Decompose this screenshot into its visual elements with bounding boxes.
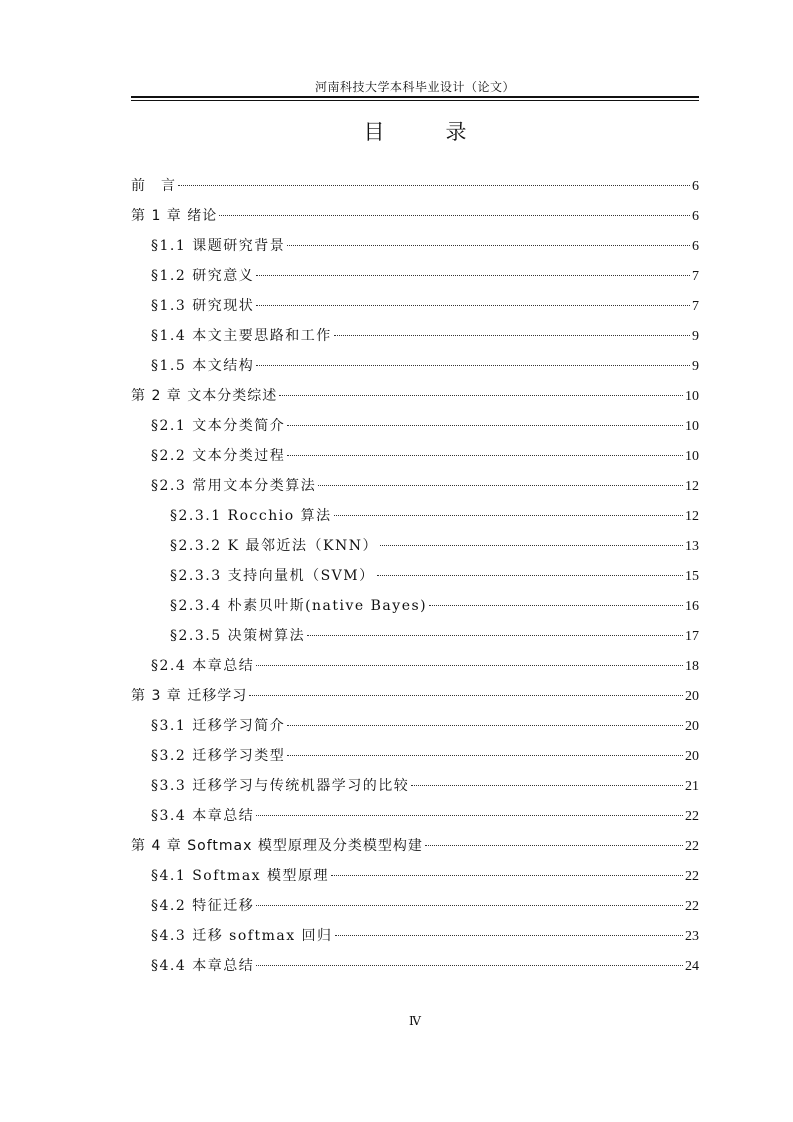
toc-entry-page: 12: [685, 479, 699, 494]
toc-entry[interactable]: [131, 624, 699, 654]
toc-entry-page: 7: [692, 299, 699, 314]
dot-leader: [377, 575, 683, 576]
dot-leader: [249, 695, 683, 696]
toc-entry-page: 22: [685, 839, 699, 854]
toc-entry-page: 6: [692, 209, 699, 224]
toc-entry-label: §4.1 Softmax 模型原理: [151, 868, 330, 884]
toc-entry-page: 12: [685, 509, 699, 524]
dot-leader: [380, 545, 683, 546]
toc-entry[interactable]: [131, 354, 699, 384]
dot-leader: [256, 965, 683, 966]
running-header: 河南科技大学本科毕业设计（论文）: [314, 80, 515, 94]
toc-entry[interactable]: [131, 774, 699, 804]
toc-entry[interactable]: [131, 444, 699, 474]
dot-leader: [256, 905, 683, 906]
toc-entry-label: §3.2 迁移学习类型: [151, 748, 286, 764]
toc-entry[interactable]: [131, 654, 699, 684]
toc-entry-label: §3.3 迁移学习与传统机器学习的比较: [151, 778, 410, 794]
toc-entry-label: §3.1 迁移学习简介: [151, 718, 286, 734]
toc-entry-label: §1.2 研究意义: [151, 268, 255, 284]
toc-entry[interactable]: [131, 234, 699, 264]
toc-entry-label: §2.4 本章总结: [151, 658, 255, 674]
toc-entry-page: 9: [692, 329, 699, 344]
dot-leader: [318, 485, 683, 486]
dot-leader: [256, 365, 690, 366]
dot-leader: [335, 935, 683, 936]
toc-entry-label: §1.3 研究现状: [151, 298, 255, 314]
toc-entry[interactable]: [131, 414, 699, 444]
toc-entry-label: §2.3.3 支持向量机（SVM）: [170, 568, 375, 584]
toc-entry-label: §4.2 特征迁移: [151, 898, 255, 914]
toc-entry-page: 18: [685, 659, 699, 674]
toc-entry[interactable]: [131, 264, 699, 294]
toc-entry[interactable]: [131, 474, 699, 504]
toc-entry-page: 23: [685, 929, 699, 944]
toc-entry[interactable]: [131, 834, 699, 864]
toc-entry-page: 20: [685, 689, 699, 704]
header-rule-thin: [131, 100, 699, 101]
toc-entry-page: 20: [685, 719, 699, 734]
table-of-contents: [131, 174, 699, 984]
toc-entry[interactable]: [131, 714, 699, 744]
dot-leader: [256, 305, 690, 306]
toc-title: 目 录: [363, 120, 487, 144]
toc-entry[interactable]: [131, 954, 699, 984]
dot-leader: [287, 425, 683, 426]
dot-leader: [279, 395, 683, 396]
toc-entry-page: 13: [685, 539, 699, 554]
toc-entry-page: 22: [685, 869, 699, 884]
header-rule-thick: [131, 96, 699, 98]
dot-leader: [256, 815, 683, 816]
toc-entry-label: §1.1 课题研究背景: [151, 238, 286, 254]
toc-entry[interactable]: [131, 564, 699, 594]
toc-entry-label: §2.3 常用文本分类算法: [151, 478, 317, 494]
toc-entry[interactable]: [131, 864, 699, 894]
toc-entry-label: 前 言: [131, 178, 176, 194]
toc-entry-page: 10: [685, 419, 699, 434]
toc-entry-page: 10: [685, 449, 699, 464]
dot-leader: [256, 665, 683, 666]
dot-leader: [287, 245, 690, 246]
toc-entry-label: 第 4 章 Softmax 模型原理及分类模型构建: [131, 838, 423, 854]
toc-entry[interactable]: [131, 894, 699, 924]
toc-entry-page: 9: [692, 359, 699, 374]
toc-entry[interactable]: [131, 324, 699, 354]
toc-entry[interactable]: [131, 204, 699, 234]
toc-entry-label: §2.3.2 K 最邻近法（KNN）: [170, 538, 378, 554]
dot-leader: [334, 515, 683, 516]
toc-entry[interactable]: [131, 684, 699, 714]
toc-entry-page: 15: [685, 569, 699, 584]
toc-entry-label: §2.3.4 朴素贝叶斯(native Bayes): [170, 598, 428, 614]
toc-entry-label: 第 1 章 绪论: [131, 208, 218, 224]
toc-entry-label: §3.4 本章总结: [151, 808, 255, 824]
dot-leader: [219, 215, 690, 216]
toc-entry[interactable]: [131, 294, 699, 324]
toc-entry-label: 第 2 章 文本分类综述: [131, 388, 278, 404]
toc-entry-label: §2.2 文本分类过程: [151, 448, 286, 464]
toc-entry-page: 7: [692, 269, 699, 284]
dot-leader: [256, 275, 690, 276]
dot-leader: [287, 725, 683, 726]
toc-entry[interactable]: [131, 174, 699, 204]
toc-entry-label: §4.4 本章总结: [151, 958, 255, 974]
dot-leader: [178, 185, 690, 186]
dot-leader: [287, 455, 683, 456]
toc-entry[interactable]: [131, 594, 699, 624]
toc-entry[interactable]: [131, 534, 699, 564]
toc-entry-label: 第 3 章 迁移学习: [131, 688, 248, 704]
toc-entry-page: 21: [685, 779, 699, 794]
toc-entry[interactable]: [131, 504, 699, 534]
dot-leader: [334, 335, 690, 336]
toc-entry-label: §4.3 迁移 softmax 回归: [151, 928, 333, 944]
toc-entry[interactable]: [131, 804, 699, 834]
toc-entry-page: 6: [692, 239, 699, 254]
toc-entry-page: 22: [685, 899, 699, 914]
toc-entry[interactable]: [131, 384, 699, 414]
toc-entry-label: §1.4 本文主要思路和工作: [151, 328, 332, 344]
toc-entry-page: 6: [692, 179, 699, 194]
toc-entry[interactable]: [131, 924, 699, 954]
dot-leader: [425, 845, 683, 846]
toc-entry-label: §2.3.1 Rocchio 算法: [170, 508, 332, 524]
toc-entry-label: §2.1 文本分类简介: [151, 418, 286, 434]
toc-entry[interactable]: [131, 744, 699, 774]
dot-leader: [287, 755, 683, 756]
dot-leader: [331, 875, 683, 876]
toc-entry-page: 17: [685, 629, 699, 644]
toc-entry-label: §2.3.5 决策树算法: [170, 628, 306, 644]
toc-entry-page: 22: [685, 809, 699, 824]
toc-entry-page: 16: [685, 599, 699, 614]
dot-leader: [429, 605, 683, 606]
dot-leader: [411, 785, 683, 786]
page-number: Ⅳ: [409, 1014, 421, 1028]
toc-entry-page: 20: [685, 749, 699, 764]
toc-entry-page: 10: [685, 389, 699, 404]
dot-leader: [307, 635, 683, 636]
toc-entry-label: §1.5 本文结构: [151, 358, 255, 374]
toc-entry-page: 24: [685, 959, 699, 974]
